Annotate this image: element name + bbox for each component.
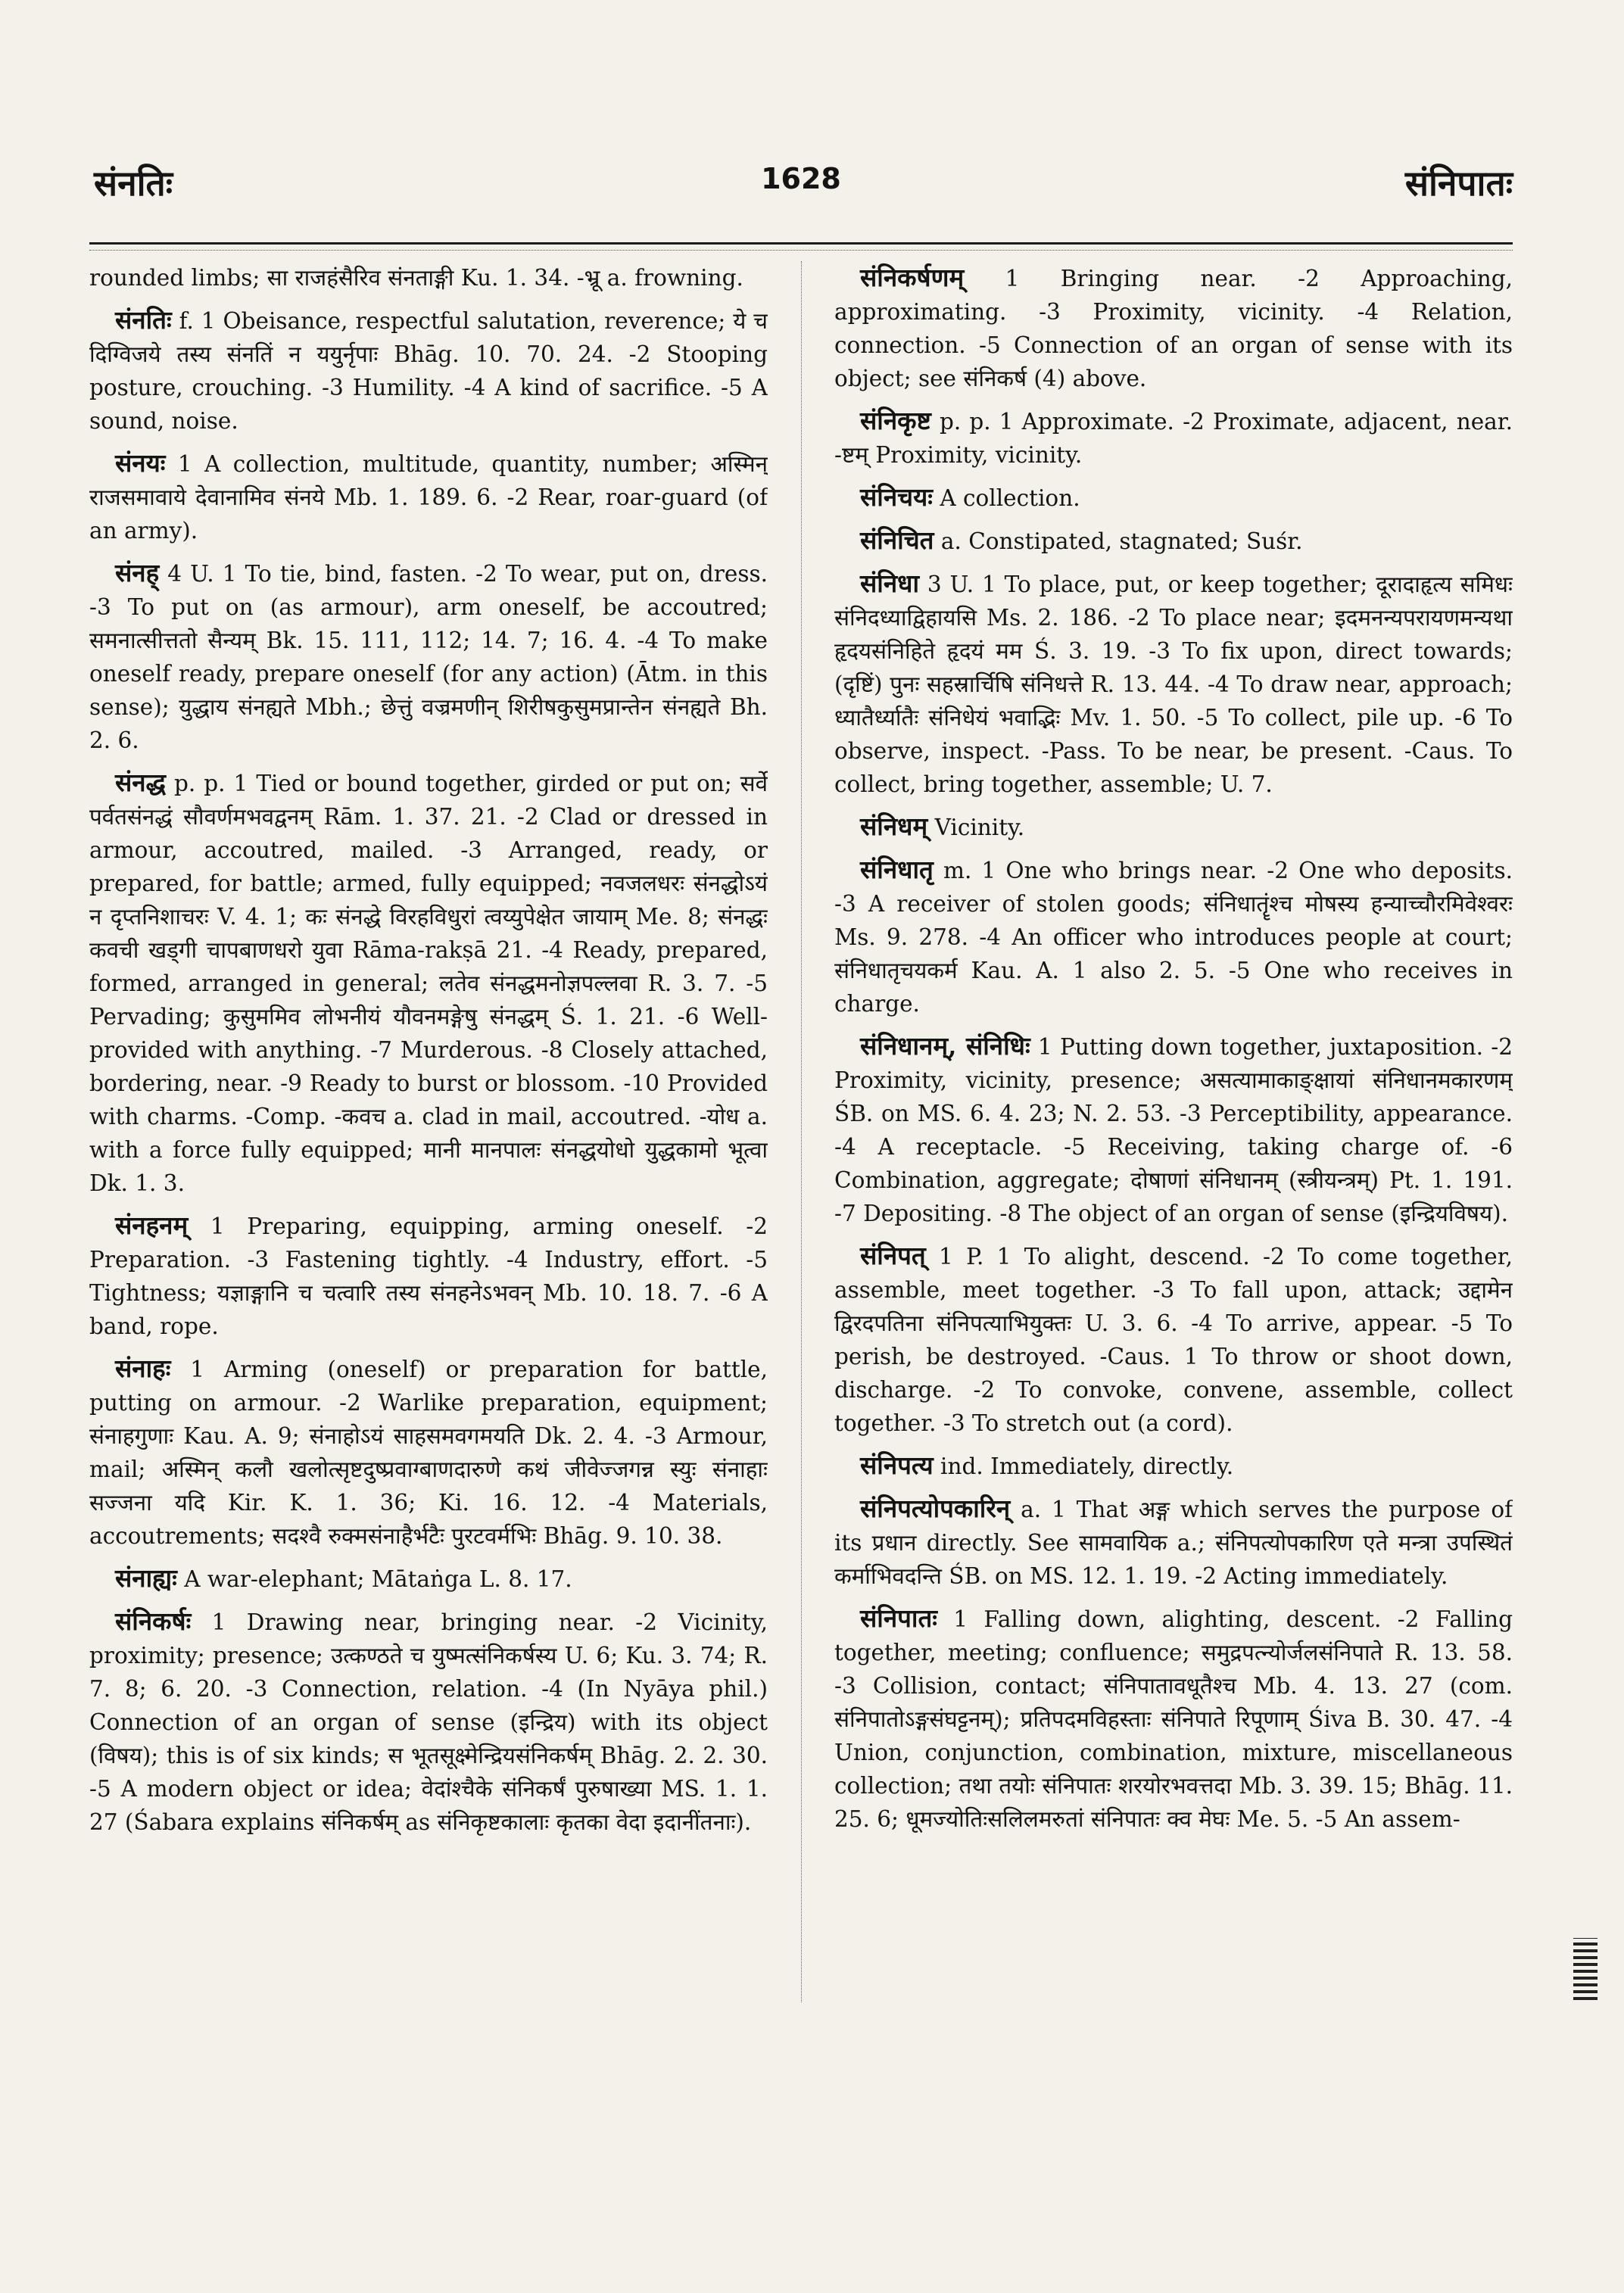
dictionary-entry [89, 556, 768, 757]
dictionary-entry [834, 567, 1513, 801]
entry-headword: संनिधा [860, 569, 920, 598]
entry-headword: संनिधानम्, संनिधिः [860, 1031, 1030, 1061]
dictionary-entry [834, 1492, 1513, 1593]
entry-headword: संनिकर्षः [115, 1606, 192, 1636]
entry-headword: संनिधम् [860, 812, 928, 841]
dictionary-entry [89, 1562, 768, 1596]
page-number: 1628 [761, 162, 841, 195]
entry-headword: संनिकृष्ट [860, 406, 931, 435]
dictionary-entry [834, 1239, 1513, 1440]
entry-definition: 1 Falling down, alighting, descent. -2 Falling together, meeting; confluence; समुद्रपत्न्योर्जलसंनिपाते R. 13. 58. -3 Collision, contact; संनिपातावधूतैश्च Mb. 4. 13. 27 (com. संनिपातोऽङ्गसंघट्टनम्); प्रतिपदमविहस्ताः संनिपाते रिपूणाम् Śiva B. 30. 47. -4 Union, conjunction, combination, mixture, miscellaneous collection; तथा तयोः संनिपातः शरयोरभवत्तदा Mb. 3. 39. 15; Bhāg. 11. 25. 6; धूमज्योतिःसलिलमरुतां संनिपातः क्व मेघः Me. 5. -5 An assem- [834, 1606, 1513, 1832]
entry-headword: संनिपत् [860, 1241, 926, 1270]
entry-definition: 1 A collection, multitude, quantity, number; अस्मिन् राजसमावाये देवानामिव संनये Mb. 1. 189. 6. -2 Rear, roar-guard (of an army). [89, 451, 768, 544]
entry-definition: p. p. 1 Tied or bound together, girded or put on; सर्वे पर्वतसंनद्धं सौवर्णमभवद्वनम् Rām. 1. 37. 21. -2 Clad or dressed in armour, accoutred, mailed. -3 Arranged, ready, or prepared, for battle; armed, fully equipped; नवजलधरः संनद्धोऽयं न दृप्तनिशाचरः V. 4. 1; कः संनद्धे विरहविधुरां त्वय्युपेक्षेत जायाम् Me. 8; संनद्धः कवची खड्गी चापबाणधरो युवा Rāma-rakṣā 21. -4 Ready, prepared, formed, arranged in general; लतेव संनद्धमनोज्ञपल्लवा R. 3. 7. -5 Pervading; कुसुममिव लोभनीयं यौवनमङ्गेषु संनद्धम् Ś. 1. 21. -6 Well-provided with anything. -7 Murderous. -8 Closely attached, bordering, near. -9 Ready to burst or blossom. -10 Provided with charms. -Comp. -कवच a. clad in mail, accoutred. -योध a. with a force fully equipped; मानी मानपालः संनद्धयोधो युद्धकामो भूत्वा Dk. 1. 3. [89, 771, 768, 1196]
entry-headword: संनहनम् [115, 1210, 189, 1240]
dictionary-entry [834, 404, 1513, 472]
entry-headword: संनिधातृ [860, 855, 934, 884]
dictionary-entry [834, 261, 1513, 395]
entry-definition: 3 U. 1 To place, put, or keep together; दूरादाहृत्य समिधः संनिदध्याद्विहायसि Ms. 2. 186. -2 To place near; इदमनन्यपरायणमन्यथा हृदयसंनिहिते हृदयं मम Ś. 3. 19. -3 To fix upon, direct towards; (दृष्टिं) पुनः सहस्रार्चिषि संनिधत्ते R. 13. 44. -4 To draw near, approach; ध्यातैर्ध्यातैः संनिधेयं भवाद्भिः Mv. 1. 50. -5 To collect, pile up. -6 To observe, inspect. -Pass. To be near, be present. -Caus. To collect, bring together, assemble; U. 7. [834, 572, 1513, 797]
entry-headword: संनयः [115, 448, 166, 478]
entry-definition: 1 Bringing near. -2 Approaching, approximating. -3 Proximity, vicinity. -4 Relation, connection. -5 Connection of an organ of sense with its object; see संनिकर्ष (4) above. [834, 266, 1513, 391]
left-column [89, 261, 768, 2154]
entry-headword: संनिपातः [860, 1603, 937, 1633]
entry-definition: 1 Arming (oneself) or preparation for battle, putting on armour. -2 Warlike preparation, equipment; संनाहगुणाः Kau. A. 9; संनाहोऽयं साहसमवगमयति Dk. 2. 4. -3 Armour, mail; अस्मिन् कलौ खलोत्सृष्टदुष्प्रवाग्बाणदारुणे कथं जीवेज्जगन्न स्युः संनाहाः सज्जना यदि Kir. K. 1. 36; Ki. 16. 12. -4 Materials, accoutrements; सदश्वै रुक्मसंनाहैर्भटैः पुरटवर्मभिः Bhāg. 9. 10. 38. [89, 1357, 768, 1549]
dictionary-page [89, 0, 1513, 2293]
dictionary-entry [834, 481, 1513, 515]
dictionary-entry [89, 447, 768, 547]
entry-definition: a. 1 That अङ्ग which serves the purpose of its प्रधान directly. See सामवायिक a.; संनिपत्योपकारिण एते मन्त्रा उपस्थितं कर्माभिवदन्ति ŚB. on MS. 12. 1. 19. -2 Acting immediately. [834, 1497, 1513, 1589]
right-column [834, 261, 1513, 2154]
entry-definition: 1 Preparing, equipping, arming oneself. -2 Preparation. -3 Fastening tightly. -4 Industry, effort. -5 Tightness; यज्ञाङ्गानि च चत्वारि तस्य संनहनेऽभवन् Mb. 10. 18. 7. -6 A band, rope. [89, 1213, 768, 1339]
entry-definition: 1 Drawing near, bringing near. -2 Vicinity, proximity; presence; उत्कण्ठते च युष्मत्संनिकर्षस्य U. 6; Ku. 3. 74; R. 7. 8; 6. 20. -3 Connection, relation. -4 (In Nyāya phil.) Connection of an organ of sense (इन्द्रिय) with its object (विषय); this is of six kinds; स भूतसूक्ष्मेन्द्रियसंनिकर्षम् Bhāg. 2. 2. 30. -5 A modern object or idea; वेदांश्चैके संनिकर्षं पुरुषाख्या MS. 1. 1. 27 (Śabara explains संनिकर्षम् as संनिकृष्टकालाः कृतका वेदा इदानींतनाः). [89, 1609, 768, 1835]
entry-headword: संनिचयः [860, 482, 933, 512]
dictionary-entry [89, 1605, 768, 1839]
dictionary-entry [834, 810, 1513, 844]
dictionary-entry [834, 524, 1513, 558]
column-divider [801, 261, 802, 2002]
entry-headword: संनतिः [115, 305, 172, 335]
entry-definition: A collection. [940, 485, 1080, 511]
dictionary-entry [89, 1209, 768, 1343]
entry-definition: a. Constipated, stagnated; Suśr. [940, 528, 1303, 554]
entry-definition: p. p. 1 Approximate. -2 Proximate, adjacent, near. -ष्टम् Proximity, vicinity. [834, 409, 1513, 468]
entry-definition: 1 P. 1 To alight, descend. -2 To come together, assemble, meet together. -3 To fall upon, attack; उद्दामेन द्विरदपतिना संनिपत्याभियुक्तः U. 3. 6. -4 To arrive, appear. -5 To perish, be destroyed. -Caus. 1 To throw or shoot down, discharge. -2 To convoke, convene, assemble, collect together. -3 To stretch out (a cord). [834, 1244, 1513, 1436]
page-edge-mark [1573, 1938, 1598, 2000]
page-header [89, 159, 1513, 212]
dictionary-entry [834, 853, 1513, 1020]
header-dotted-rule [89, 250, 1513, 251]
left-running-head: संनतिः [94, 163, 173, 204]
entry-headword: संनाहः [115, 1354, 171, 1383]
entry-headword: संनद्ध [115, 768, 166, 797]
header-rule [89, 242, 1513, 245]
entry-headword: संनह् [115, 558, 160, 587]
entry-headword: संनिपत्य [860, 1450, 934, 1480]
entry-definition: rounded limbs; सा राजहंसैरिव संनताङ्गी Ku. 1. 34. -भ्रू a. frowning. [89, 265, 743, 291]
dictionary-entry [834, 1449, 1513, 1483]
dictionary-entry [834, 1602, 1513, 1836]
entry-definition: f. 1 Obeisance, respectful salutation, reverence; ये च दिग्विजये तस्य संनतिं न ययुर्नृपाः Bhāg. 10. 70. 24. -2 Stooping posture, crouching. -3 Humility. -4 A kind of sacrifice. -5 A sound, noise. [89, 308, 768, 434]
dictionary-entry [834, 1030, 1513, 1230]
entry-definition: Vicinity. [934, 815, 1025, 840]
entry-headword: संनिकर्षणम् [860, 263, 965, 292]
entry-definition: m. 1 One who brings near. -2 One who deposits. -3 A receiver of stolen goods; संनिधातॄंश्च मोषस्य हन्याच्चौरमिवेश्वरः Ms. 9. 278. -4 An officer who introduces people at court; संनिधातृचयकर्म Kau. A. 1 also 2. 5. -5 One who receives in charge. [834, 858, 1513, 1017]
entry-definition: A war-elephant; Mātaṅga L. 8. 17. [184, 1566, 572, 1592]
dictionary-entry [89, 1352, 768, 1553]
entry-definition: 4 U. 1 To tie, bind, fasten. -2 To wear, put on, dress. -3 To put on (as armour), arm oneself, be accoutred; समनात्सीत्ततो सैन्यम् Bk. 15. 111, 112; 14. 7; 16. 4. -4 To make oneself ready, prepare oneself (for any action) (Ātm. in this sense); युद्धाय संनह्यते Mbh.; छेत्तुं वज्रमणीन् शिरीषकुसुमप्रान्तेन संनह्यते Bh. 2. 6. [89, 561, 768, 753]
entry-headword: संनाह्यः [115, 1563, 177, 1593]
entry-definition: 1 Putting down together, juxtaposition. -2 Proximity, vicinity, presence; असत्यामाकाङ्क्षायां संनिधानमकारणम् ŚB. on MS. 6. 4. 23; N. 2. 53. -3 Perceptibility, appearance. -4 A receptacle. -5 Receiving, taking charge of. -6 Combination, aggregate; दोषाणां संनिधानम् (स्त्रीयन्त्रम्) Pt. 1. 191. -7 Depositing. -8 The object of an organ of sense (इन्द्रियविषय). [834, 1034, 1513, 1226]
dictionary-entry [89, 261, 768, 294]
entry-headword: संनिपत्योपकारिन् [860, 1494, 1011, 1523]
right-running-head: संनिपातः [1404, 163, 1513, 204]
dictionary-entry [89, 766, 768, 1200]
dictionary-entry [89, 304, 768, 438]
entry-headword: संनिचित [860, 525, 934, 555]
entry-definition: ind. Immediately, directly. [940, 1453, 1234, 1479]
